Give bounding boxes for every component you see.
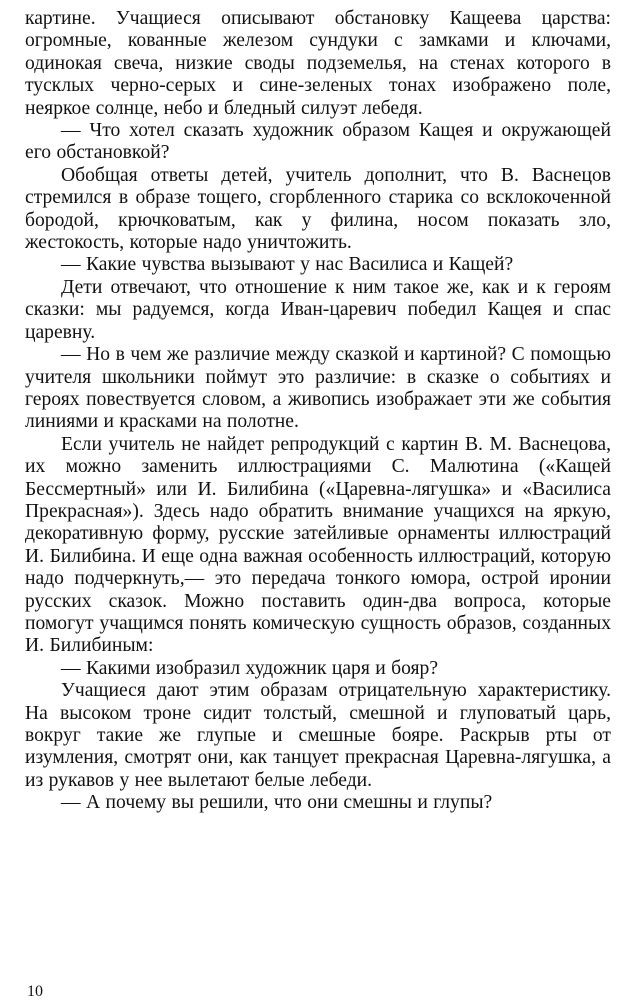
paragraph-10: — А почему вы решили, что они смешны и глупы? [61,792,493,814]
page-body [25,8,611,815]
paragraph-6: — Но в чем же различие между сказкой и картиной? С помощью учителя школьники поймут это различие: в сказке о событиях и героях повествуется словом, а живопись изображает эти же события линиями и красками на полотне. [25,344,611,433]
paragraph-9: Учащиеся дают этим образам отрицательную характеристику. На высоком троне сидит толстый, смешной и глуповатый царь, вокруг такие же глупые и смешные бояре. Раскрыв рты от изумления, смотрят они, как танцует прекрасная Царевна-лягушка, а из рукавов у нее вылетают белые лебеди. [25,680,611,791]
paragraph-2: — Что хотел сказать художник образом Кащея и окружающей его обстановкой? [25,120,611,164]
paragraph-5: Дети отвечают, что отношение к ним такое же, как и к героям сказки: мы радуемся, когда Иван-царевич победил Кащея и спас царевну. [25,276,611,343]
paragraph-7: Если учитель не найдет репродукций с картин В. М. Васнецова, их можно заменить иллюстрациями С. Малютина («Кащей Бессмертный» или И. Билибина («Царевна-лягушка» и «Василиса Прекрасная»). Здесь надо обратить внимание учащихся на яркую, декоративную форму, русские затейливые орнаменты иллюстраций И. Билибина. И еще одна важная особенность иллюстраций, которую надо подчеркнуть,— это передача тонкого юмора, острой иронии русских сказок. Можно поставить один-два вопроса, которые помогут учащимся понять комическую сущность образов, созданных И. Билибиным: [25,433,611,657]
paragraph-4: — Какие чувства вызывают у нас Василиса и Кащей? [61,254,514,276]
page-number: 10 [27,983,43,1000]
paragraph-3: Обобщая ответы детей, учитель дополнит, что В. Васнецов стремился в образе тощего, сгорбленного старика со всклокоченной бородой, крючковатым, как у филина, носом показать зло, жестокость, которые надо уничтожить. [25,164,611,254]
paragraph-1: картине. Учащиеся описывают обстановку Кащеева царства: огромные, кованные железом сундуки с замками и ключами, одинокая свеча, низкие своды подземелья, на стенах которого в тусклых черно-серых и сине-зеленых тонах изображено поле, неяркое солнце, небо и бледный силуэт лебедя. [25,8,611,119]
paragraph-8: — Какими изобразил художник царя и бояр? [61,657,439,679]
